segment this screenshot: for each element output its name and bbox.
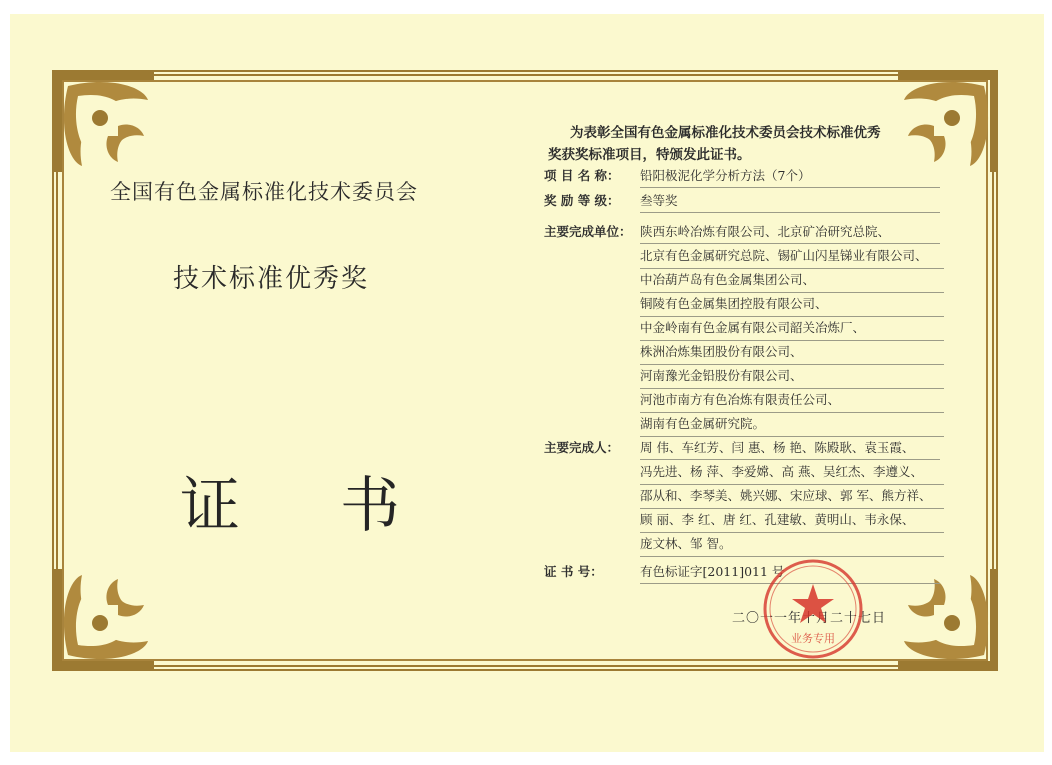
unit-line: 河南豫光金铅股份有限公司、 bbox=[640, 364, 944, 389]
person-line: 庞文林、邹 智。 bbox=[640, 532, 944, 557]
award-title: 技术标准优秀奖 bbox=[173, 264, 370, 294]
persons-label: 主要完成人： bbox=[544, 440, 620, 455]
award-intro bbox=[548, 122, 948, 166]
unit-line: 湖南有色金属研究院。 bbox=[640, 412, 944, 437]
unit-line: 北京有色金属研究总院、锡矿山闪星锑业有限公司、 bbox=[640, 244, 944, 269]
person-line: 顾 丽、李 红、唐 红、孔建敏、黄明山、韦永保、 bbox=[640, 508, 944, 533]
person-line: 周 伟、车红芳、闫 惠、杨 艳、陈殿耿、袁玉霞、 bbox=[640, 436, 940, 460]
unit-line: 株洲冶炼集团股份有限公司、 bbox=[640, 340, 944, 365]
project-value: 铅阳极泥化学分析方法（7个） bbox=[640, 164, 940, 188]
certificate-char-shu: 书 bbox=[340, 471, 400, 541]
corner-ornament-top-left bbox=[48, 66, 160, 178]
issue-date: 二〇一一年十月二十七日 bbox=[732, 611, 887, 626]
certificate-char-zheng: 证 bbox=[180, 471, 240, 541]
units-row bbox=[544, 220, 944, 244]
project-label: 项 目 名 称： bbox=[544, 168, 620, 183]
units-label: 主要完成单位： bbox=[544, 224, 632, 239]
grade-label: 奖 励 等 级： bbox=[544, 193, 620, 208]
unit-line: 陕西东岭冶炼有限公司、北京矿冶研究总院、 bbox=[640, 220, 940, 244]
project-row bbox=[544, 164, 944, 188]
unit-line: 中金岭南有色金属有限公司韶关冶炼厂、 bbox=[640, 316, 944, 341]
grade-row bbox=[544, 189, 944, 213]
unit-line: 中冶葫芦岛有色金属集团公司、 bbox=[640, 268, 944, 293]
corner-ornament-bottom-left bbox=[48, 563, 160, 675]
unit-line: 河池市南方有色冶炼有限责任公司、 bbox=[640, 388, 944, 413]
intro-line-1: 为表彰全国有色金属标准化技术委员会技术标准优秀 bbox=[570, 125, 881, 141]
cert-no-value: 有色标证字[2011]011 号 bbox=[640, 560, 940, 584]
grade-value: 叁等奖 bbox=[640, 189, 940, 213]
cert-no-label: 证 书 号： bbox=[544, 564, 603, 579]
person-line: 冯先进、杨 萍、李爱嫦、高 燕、吴红杰、李遵义、 bbox=[640, 460, 944, 485]
issuing-organization: 全国有色金属标准化技术委员会 bbox=[110, 180, 418, 204]
persons-row bbox=[544, 436, 944, 460]
intro-line-2: 奖获奖标准项目，特颁发此证书。 bbox=[548, 147, 751, 163]
unit-line: 铜陵有色金属集团控股有限公司、 bbox=[640, 292, 944, 317]
cert-no-row bbox=[544, 560, 944, 584]
seal-text: 业务专用 bbox=[791, 632, 835, 645]
person-line: 邵从和、李琴美、姚兴娜、宋应球、郭 军、熊方祥、 bbox=[640, 484, 944, 509]
official-seal bbox=[760, 556, 866, 662]
